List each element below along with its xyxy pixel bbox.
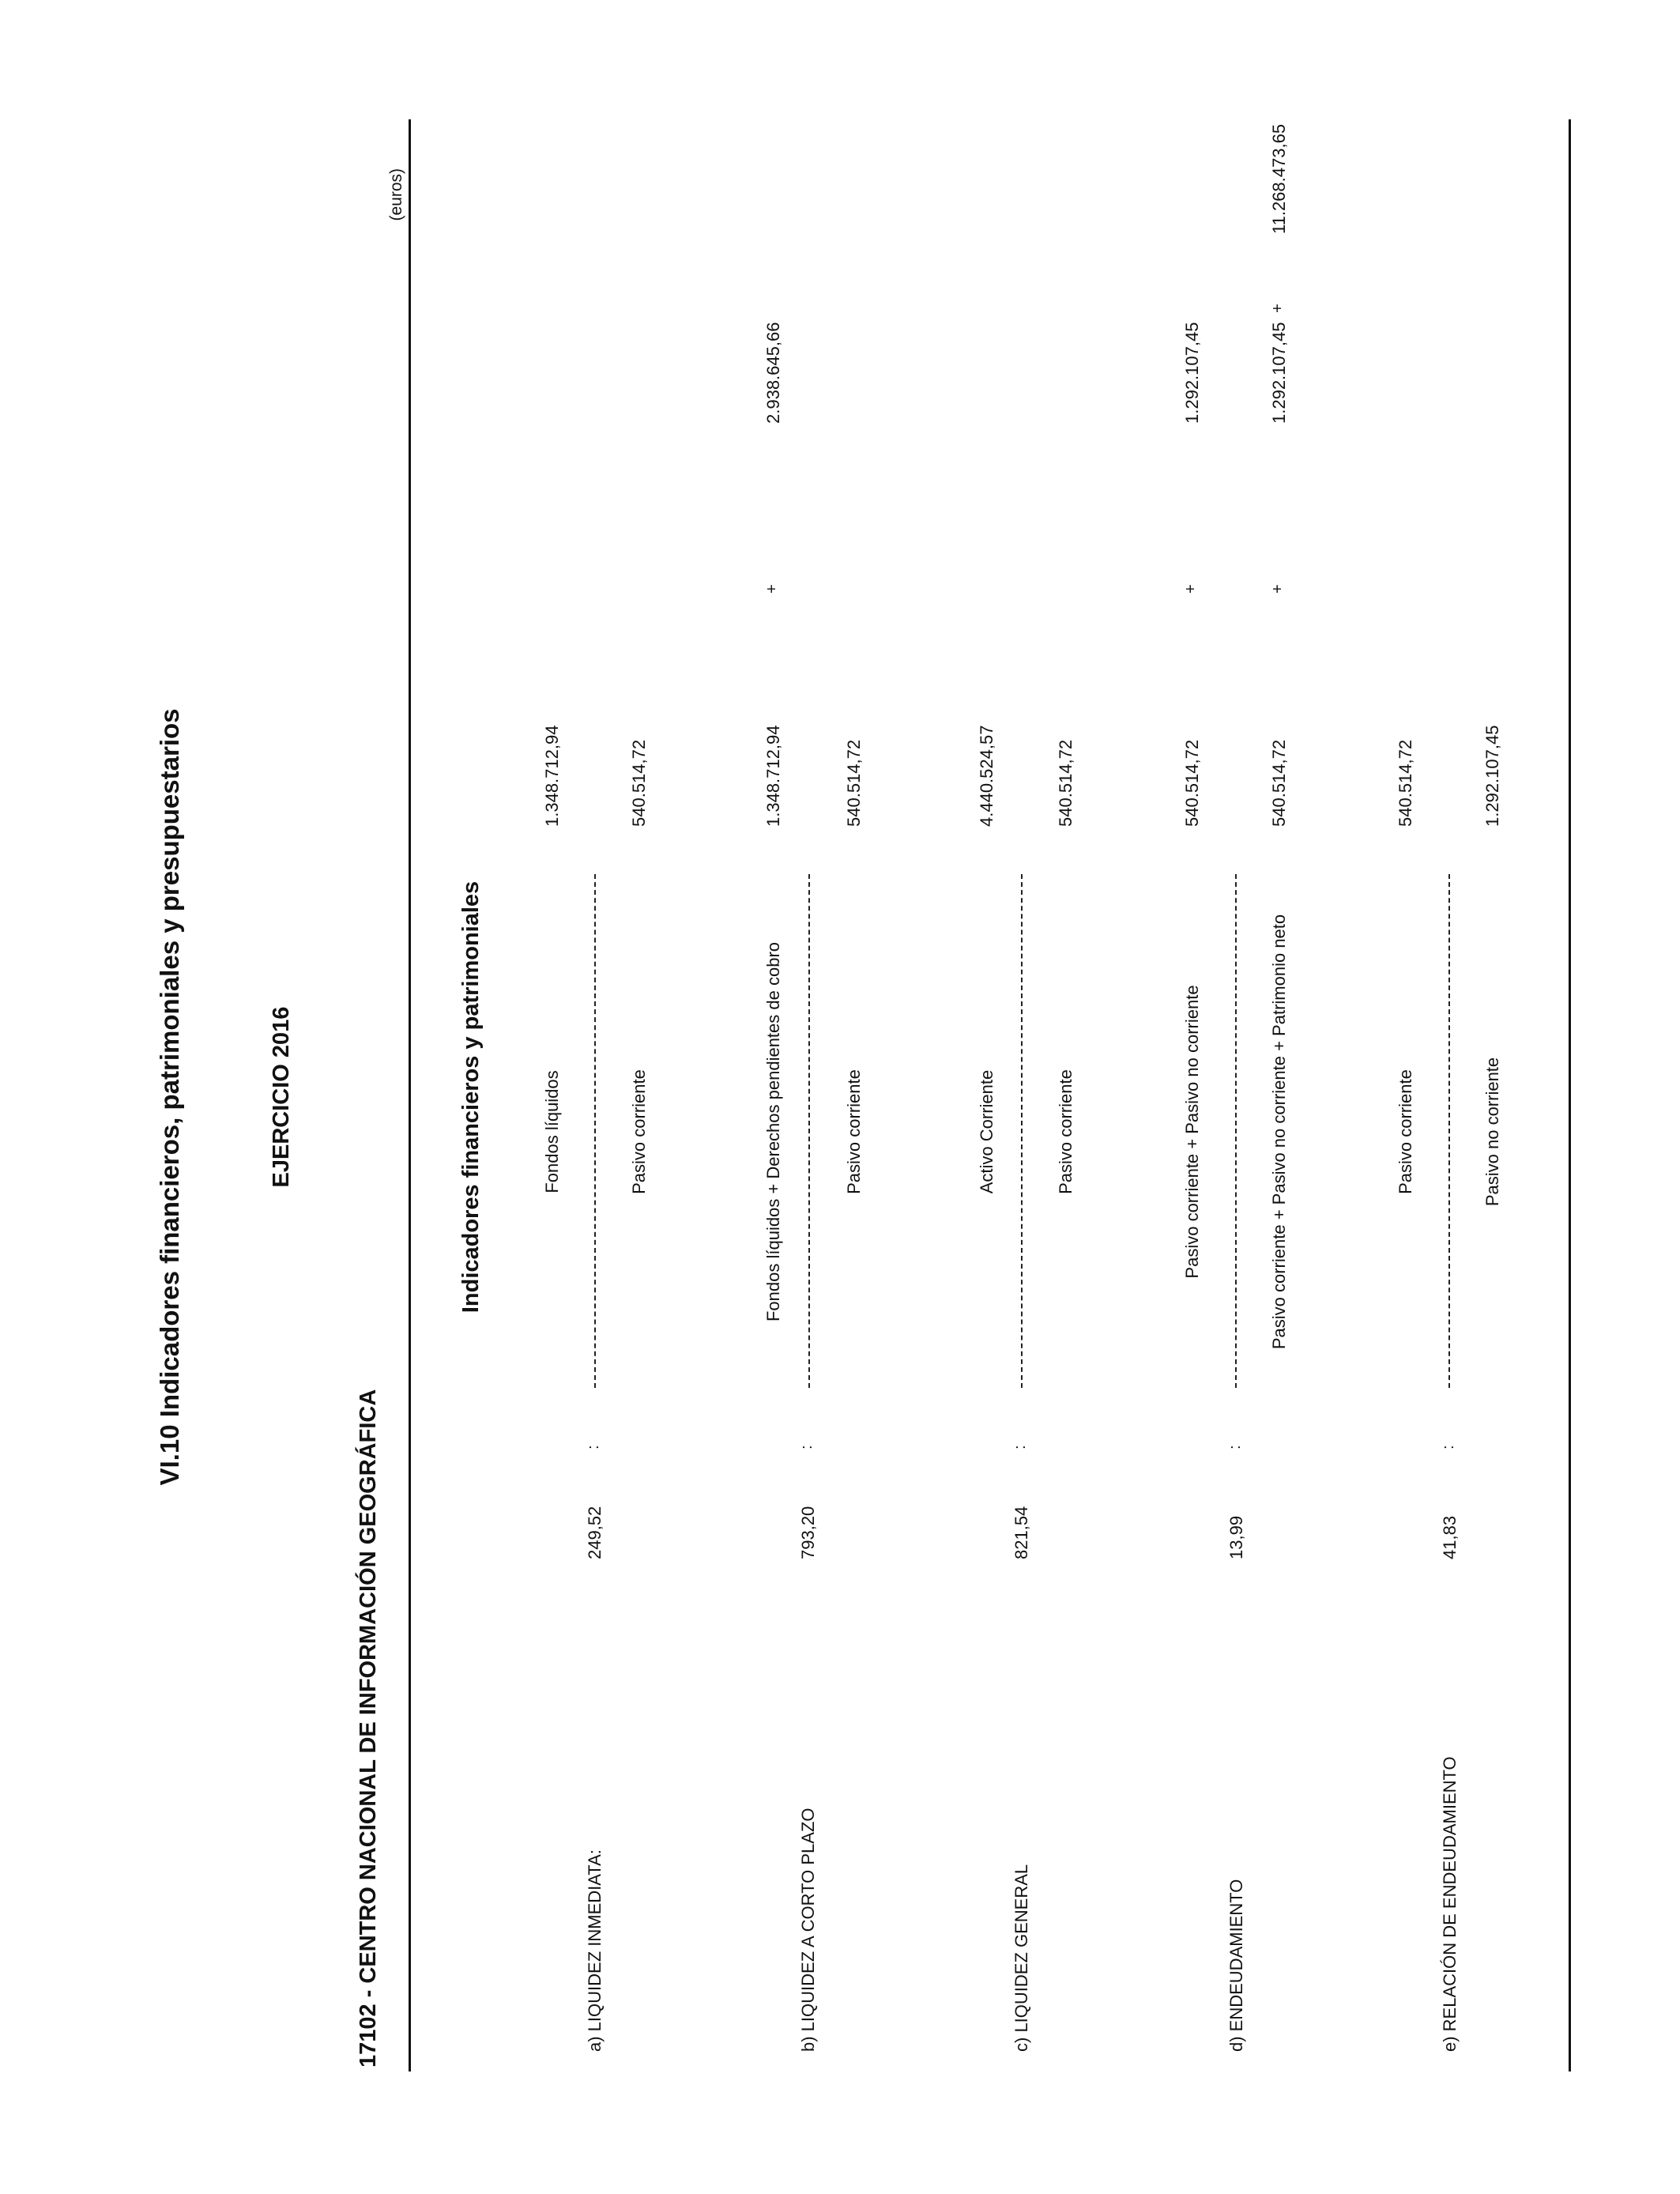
- plus-sign: +: [1182, 584, 1200, 594]
- numerator-label: Fondos líquidos: [542, 1070, 562, 1193]
- numerator-amount: 1.348.712,94: [763, 725, 783, 827]
- indicator-value: 249,52: [585, 1506, 605, 1559]
- indicator-label: b) LIQUIDEZ A CORTO PLAZO: [798, 1808, 818, 2052]
- plus-sign: +: [1269, 584, 1286, 594]
- indicator-value: 821,54: [1011, 1506, 1031, 1559]
- colon-separator: :: [1440, 1445, 1457, 1449]
- numerator-label: Fondos líquidos + Derechos pendientes de cobro: [763, 941, 783, 1322]
- numerator-label: Pasivo corriente + Pasivo no corriente: [1182, 985, 1202, 1279]
- indicator-label: a) LIQUIDEZ INMEDIATA:: [585, 1849, 605, 2052]
- fiscal-year: EJERCICIO 2016: [269, 1006, 294, 1188]
- units-label: (euros): [387, 168, 405, 221]
- plus-sign: +: [763, 584, 781, 594]
- fraction-line: [808, 874, 810, 1388]
- indicator-label: c) LIQUIDEZ GENERAL: [1011, 1864, 1031, 2052]
- numerator-amount: 540.514,72: [1182, 739, 1202, 827]
- entity-name: 17102 - CENTRO NACIONAL DE INFORMACIÓN GEOGRÁFICA: [356, 1389, 381, 2068]
- denominator-amount: 540.514,72: [1056, 739, 1075, 827]
- denominator-amount: 540.514,72: [844, 739, 864, 827]
- denominator-amount: 540.514,72: [629, 739, 649, 827]
- numerator-label: Activo Corriente: [977, 1069, 996, 1194]
- numerator-amount: 2.938.645,66: [763, 322, 783, 424]
- fraction-line: [594, 874, 596, 1388]
- denominator-label: Pasivo corriente: [844, 1069, 864, 1194]
- indicator-label: e) RELACIÓN DE ENDEUDAMIENTO: [1440, 1756, 1460, 2052]
- footer-rule: [1569, 119, 1571, 2071]
- denominator-label: Pasivo corriente + Pasivo no corriente + Patrimonio neto: [1269, 914, 1289, 1350]
- indicator-value: 793,20: [798, 1506, 818, 1559]
- denominator-amount: 1.292.107,45: [1482, 725, 1502, 827]
- indicator-value: 13,99: [1226, 1515, 1246, 1559]
- numerator-amount: 540.514,72: [1396, 739, 1415, 827]
- denominator-label: Pasivo corriente: [1056, 1069, 1075, 1194]
- denominator-label: Pasivo corriente: [629, 1069, 649, 1194]
- fraction-line: [1235, 874, 1237, 1388]
- denominator-amount: 1.292.107,45: [1269, 322, 1289, 424]
- colon-separator: :: [585, 1445, 602, 1449]
- numerator-amount: 1.292.107,45: [1182, 322, 1202, 424]
- section-title: Indicadores financieros y patrimoniales: [458, 880, 484, 1314]
- fraction-line: [1448, 874, 1450, 1388]
- indicator-value: 41,83: [1440, 1515, 1460, 1559]
- colon-separator: :: [1011, 1445, 1029, 1449]
- page-title: VI.10 Indicadores financieros, patrimoniales y presupuestarios: [155, 708, 184, 1486]
- numerator-amount: 4.440.524,57: [977, 725, 996, 827]
- denominator-amount: 11.268.473,65: [1269, 123, 1289, 234]
- numerator-label: Pasivo corriente: [1396, 1069, 1415, 1194]
- colon-separator: :: [1226, 1445, 1244, 1449]
- header-rule: [409, 119, 411, 2071]
- indicator-label: d) ENDEUDAMIENTO: [1226, 1879, 1246, 2052]
- numerator-amount: 1.348.712,94: [542, 725, 562, 827]
- plus-sign: +: [1269, 303, 1286, 313]
- denominator-label: Pasivo no corriente: [1482, 1057, 1502, 1207]
- denominator-amount: 540.514,72: [1269, 739, 1289, 827]
- colon-separator: :: [798, 1445, 816, 1449]
- fraction-line: [1021, 874, 1023, 1388]
